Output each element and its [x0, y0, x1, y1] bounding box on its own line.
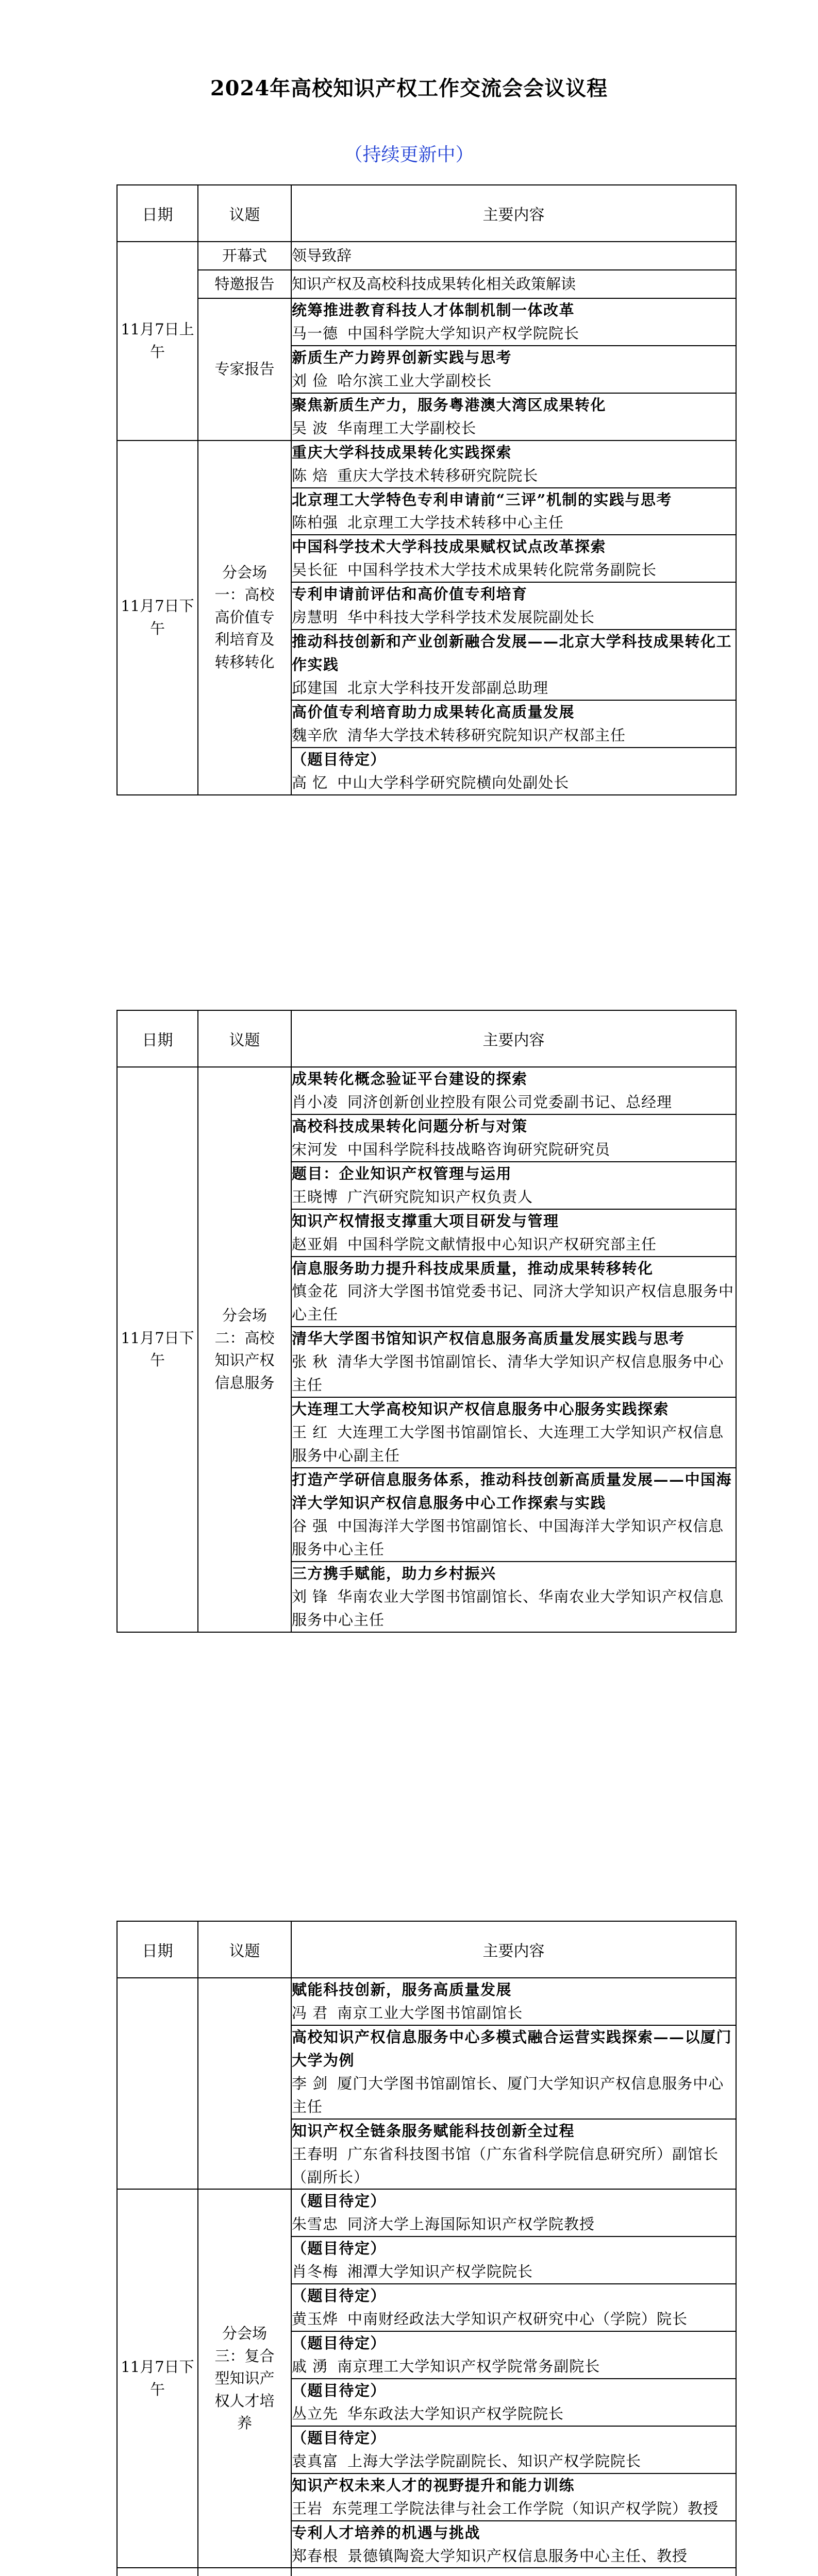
talk-cell — [291, 1327, 736, 1397]
table-header-row — [117, 185, 736, 242]
talk-cell — [291, 298, 736, 346]
talk-topic: 中国科学技术大学科技成果赋权试点改革探索 — [292, 538, 607, 556]
speaker-role: 中国科学院文献情报中心知识产权研究部主任 — [347, 1235, 657, 1253]
header-content: 主要内容 — [291, 1010, 736, 1067]
talk-topic: 重庆大学科技成果转化实践探索 — [292, 443, 512, 461]
speaker-name: 魏辛欣 — [292, 726, 339, 744]
header-date: 日期 — [117, 1010, 198, 1067]
speaker-name: 赵亚娟 — [292, 1235, 339, 1253]
talk-cell — [291, 1162, 736, 1209]
speaker-name: 丛立先 — [292, 2404, 339, 2422]
speaker-name: 陈 焙 — [292, 466, 328, 484]
talk-topic: 统筹推进教育科技人才体制机制一体改革 — [292, 301, 575, 319]
speaker-name: 王 红 — [292, 1423, 328, 1442]
talk-cell — [291, 535, 736, 582]
talk-topic: 信息服务助力提升科技成果质量，推动成果转移转化 — [292, 1259, 654, 1277]
speaker-role: 中南财经政法大学知识产权研究中心（学院）院长 — [347, 2310, 688, 2328]
talk-topic: 高校科技成果转化问题分析与对策 — [292, 1117, 528, 1135]
speaker-role: 中国科学技术大学技术成果转化院常务副院长 — [347, 561, 657, 579]
table-header-row — [117, 1010, 736, 1067]
speaker-name: 冯 君 — [292, 2004, 328, 2022]
speaker-role: 东莞理工学院法律与社会工作学院（知识产权学院）教授 — [332, 2499, 719, 2517]
talk-cell — [291, 1978, 736, 2025]
speaker-name: 房慧明 — [292, 608, 339, 626]
speaker-name: 郑春根 — [292, 2547, 339, 2565]
header-date: 日期 — [117, 1921, 198, 1978]
speaker-name: 慎金花 — [292, 1282, 339, 1300]
talk-cell — [291, 2521, 736, 2568]
talk-topic: 高价值专利培育助力成果转化高质量发展 — [292, 703, 575, 721]
talk-cell — [291, 1114, 736, 1162]
speaker-role: 清华大学图书馆副馆长、清华大学知识产权信息服务中心主任 — [292, 1353, 724, 1394]
talk-cell — [291, 2473, 736, 2521]
speaker-role: 华南理工大学副校长 — [337, 419, 477, 437]
speaker-name: 朱雪忠 — [292, 2215, 339, 2233]
talk-row — [117, 2189, 736, 2236]
speaker-role: 华东政法大学知识产权学院院长 — [347, 2404, 564, 2422]
date-cell: 11月7日下午 — [117, 1067, 198, 1632]
speaker-role: 南京理工大学知识产权学院常务副院长 — [337, 2358, 600, 2375]
header-content: 主要内容 — [291, 185, 736, 242]
agenda-table-forum-2 — [116, 1010, 737, 1633]
agenda-cell: 开幕式 — [198, 242, 291, 270]
agenda-cell-empty — [198, 1978, 291, 2189]
talk-row — [117, 1978, 736, 2025]
speaker-name: 邱建国 — [292, 679, 339, 697]
talk-topic: 成果转化概念验证平台建设的探索 — [292, 1070, 528, 1088]
talk-topic: 三方携手赋能，助力乡村振兴 — [292, 1564, 496, 1582]
speaker-name: 李 剑 — [292, 2074, 328, 2092]
talk-cell — [291, 440, 736, 488]
talk-topic: 清华大学图书馆知识产权信息服务高质量发展实践与思考 — [292, 1330, 685, 1348]
speaker-role: 中山大学科学研究院横向处副处长 — [337, 773, 570, 791]
talk-row — [117, 1067, 736, 1114]
speaker-role: 大连理工大学图书馆副馆长、大连理工大学知识产权信息服务中心副主任 — [292, 1423, 724, 1464]
talk-topic: （题目待定） — [292, 2240, 387, 2258]
talk-topic: 赋能科技创新，服务高质量发展 — [292, 1981, 512, 1998]
talk-cell — [291, 1209, 736, 1257]
talk-topic: 大连理工大学高校知识产权信息服务中心服务实践探索 — [292, 1400, 670, 1418]
speaker-role: 景德镇陶瓷大学知识产权信息服务中心主任、教授 — [347, 2547, 688, 2565]
agenda-cell: 专家报告 — [198, 298, 291, 440]
table-row — [117, 2568, 736, 2576]
speaker-role: 同济创新创业控股有限公司党委副书记、总经理 — [347, 1093, 673, 1111]
header-agenda: 议题 — [198, 1921, 291, 1978]
date-cell-empty — [117, 1978, 198, 2189]
date-cell: 11月7日下午 — [117, 440, 198, 795]
page-subtitle: （持续更新中） — [344, 144, 474, 165]
content-cell: 领导致辞 — [291, 242, 736, 270]
talk-topic: 知识产权全链条服务赋能科技创新全过程 — [292, 2122, 575, 2140]
talk-topic: 打造产学研信息服务体系，推动科技创新高质量发展——中国海洋大学知识产权信息服务中心工作探索与实践 — [292, 1470, 732, 1512]
speaker-role: 广东省科技图书馆（广东省科学院信息研究所）副馆长（副所长） — [292, 2145, 719, 2186]
speaker-role: 中国科学院科技战略咨询研究院研究员 — [347, 1140, 611, 1158]
content-cell: 知识产权及高校科技成果转化相关政策解读 — [291, 270, 736, 298]
talk-topic: 新质生产力跨界创新实践与思考 — [292, 348, 512, 366]
speaker-role: 哈尔滨工业大学副校长 — [337, 371, 492, 389]
talk-cell — [291, 630, 736, 700]
talk-cell — [291, 700, 736, 748]
talk-cell — [291, 2189, 736, 2236]
table-row — [117, 270, 736, 298]
speaker-role: 南京工业大学图书馆副馆长 — [337, 2004, 523, 2022]
agenda-cell: 分会场二：高校知识产权信息服务 — [198, 1067, 291, 1632]
date-cell: 11月7日下午 — [117, 2189, 198, 2568]
talk-topic: 聚焦新质生产力，服务粤港澳大湾区成果转化 — [292, 396, 607, 414]
speaker-role: 北京大学科技开发部副总助理 — [347, 679, 549, 697]
talk-topic: 高校知识产权信息服务中心多模式融合运营实践探索——以厦门大学为例 — [292, 2028, 732, 2069]
speaker-name: 马一德 — [292, 324, 339, 342]
talk-topic: （题目待定） — [292, 2429, 387, 2447]
talk-cell — [291, 393, 736, 440]
table-row — [117, 242, 736, 270]
talk-cell — [291, 1067, 736, 1114]
talk-cell — [291, 2379, 736, 2426]
agenda-cell — [198, 2568, 291, 2576]
speaker-role: 华南农业大学图书馆副馆长、华南农业大学知识产权信息服务中心主任 — [292, 1587, 724, 1629]
talk-cell — [291, 1562, 736, 1632]
speaker-role: 北京理工大学技术转移中心主任 — [347, 514, 564, 532]
speaker-role: 同济大学上海国际知识产权学院教授 — [347, 2215, 595, 2233]
talk-cell — [291, 582, 736, 630]
speaker-name: 袁真富 — [292, 2452, 339, 2470]
header-agenda: 议题 — [198, 1010, 291, 1067]
speaker-name: 肖冬梅 — [292, 2263, 339, 2281]
talk-cell — [291, 2284, 736, 2331]
talk-cell — [291, 1257, 736, 1327]
talk-row — [117, 298, 736, 346]
date-cell — [117, 2568, 198, 2576]
talk-topic: 知识产权未来人才的视野提升和能力训练 — [292, 2476, 575, 2494]
talk-topic: 推动科技创新和产业创新融合发展——北京大学科技成果转化工作实践 — [292, 633, 732, 674]
speaker-name: 吴 波 — [292, 419, 328, 437]
talk-topic: 题目：企业知识产权管理与运用 — [292, 1164, 512, 1182]
speaker-name: 宋河发 — [292, 1140, 339, 1158]
speaker-role: 广汽研究院知识产权负责人 — [347, 1188, 533, 1206]
talk-cell — [291, 1468, 736, 1562]
speaker-role: 重庆大学技术转移研究院院长 — [337, 466, 539, 484]
talk-topic: （题目待定） — [292, 2334, 387, 2352]
speaker-name: 陈柏强 — [292, 514, 339, 532]
speaker-role: 湘潭大学知识产权学院院长 — [347, 2263, 533, 2281]
agenda-table-forum-3 — [116, 1921, 737, 2576]
speaker-role: 中国海洋大学图书馆副馆长、中国海洋大学知识产权信息服务中心主任 — [292, 1517, 724, 1558]
speaker-name: 高 忆 — [292, 773, 328, 791]
date-cell: 11月7日上午 — [117, 242, 198, 440]
talk-cell — [291, 346, 736, 393]
table-header-row — [117, 1921, 736, 1978]
speaker-role: 厦门大学图书馆副馆长、厦门大学知识产权信息服务中心主任 — [292, 2074, 724, 2115]
talk-topic: （题目待定） — [292, 2192, 387, 2210]
speaker-name: 吴长征 — [292, 561, 339, 579]
talk-cell — [291, 2119, 736, 2190]
speaker-role: 华中科技大学科学技术发展院副处长 — [347, 608, 595, 626]
speaker-name: 戚 湧 — [292, 2358, 328, 2375]
speaker-role: 中国科学院大学知识产权学院院长 — [347, 324, 580, 342]
talk-topic: 专利人才培养的机遇与挑战 — [292, 2523, 481, 2541]
agenda-cell: 分会场一：高校高价值专利培育及转移转化 — [198, 440, 291, 795]
agenda-table-morning — [116, 184, 737, 795]
speaker-name: 王晓博 — [292, 1188, 339, 1206]
talk-cell — [291, 488, 736, 535]
speaker-role: 清华大学技术转移研究院知识产权部主任 — [347, 726, 626, 744]
header-agenda: 议题 — [198, 185, 291, 242]
talk-cell — [291, 2426, 736, 2473]
agenda-cell: 特邀报告 — [198, 270, 291, 298]
talk-topic: （题目待定） — [292, 2381, 387, 2399]
page-title: 2024年高校知识产权工作交流会会议议程 — [210, 76, 608, 100]
talk-cell — [291, 2236, 736, 2284]
speaker-name: 王岩 — [292, 2499, 323, 2517]
speaker-name: 刘 锋 — [292, 1587, 328, 1605]
speaker-name: 王春明 — [292, 2145, 339, 2163]
talk-cell — [291, 1397, 736, 1468]
speaker-name: 谷 强 — [292, 1517, 328, 1535]
header-content: 主要内容 — [291, 1921, 736, 1978]
speaker-name: 肖小凌 — [292, 1093, 339, 1111]
content-cell — [291, 2568, 736, 2576]
talk-cell — [291, 2331, 736, 2379]
talk-topic: （题目待定） — [292, 750, 387, 768]
talk-topic: （题目待定） — [292, 2287, 387, 2305]
talk-topic: 北京理工大学特色专利申请前“三评”机制的实践与思考 — [292, 490, 672, 509]
talk-cell — [291, 2025, 736, 2119]
talk-row — [117, 440, 736, 488]
speaker-role: 同济大学图书馆党委书记、同济大学知识产权信息服务中心主任 — [292, 1282, 734, 1324]
talk-topic: 专利申请前评估和高价值专利培育 — [292, 585, 528, 603]
speaker-name: 张 秋 — [292, 1353, 328, 1371]
speaker-role: 上海大学法学院副院长、知识产权学院院长 — [347, 2452, 642, 2470]
talk-topic: 知识产权情报支撑重大项目研发与管理 — [292, 1212, 559, 1230]
agenda-cell: 分会场三：复合型知识产权人才培养 — [198, 2189, 291, 2568]
speaker-name: 刘 俭 — [292, 371, 328, 389]
talk-cell — [291, 748, 736, 795]
speaker-name: 黄玉烨 — [292, 2310, 339, 2328]
header-date: 日期 — [117, 185, 198, 242]
